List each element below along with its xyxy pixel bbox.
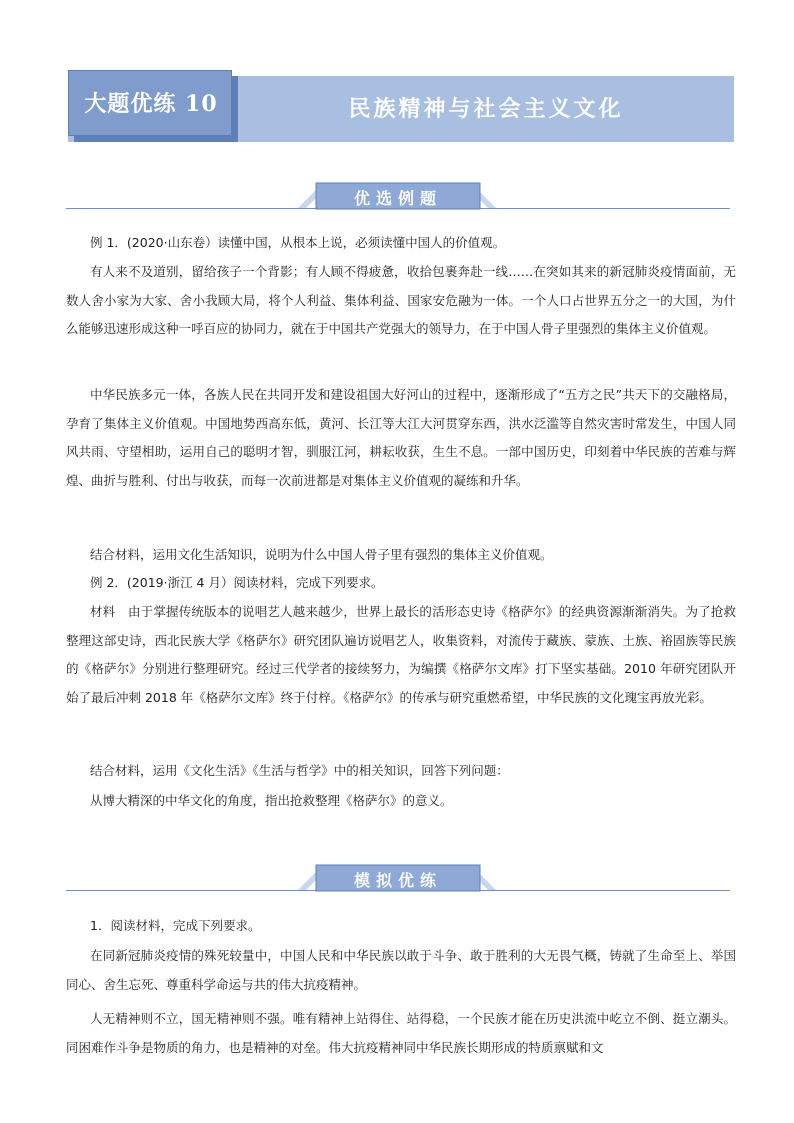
header-label-box [68,70,232,136]
header-banner [68,70,734,142]
section-heading: 模拟优练 [353,871,442,890]
example-2-task-2: 从博大精深的中华文化的角度，指出抢救整理《格萨尔》的意义。 [90,793,453,808]
practice-1-question: 1．阅读材料，完成下列要求。 [90,918,261,933]
example-1-task: 结合材料，运用文化生活知识，说明为什么中国人骨子里有强烈的集体主义价值观。 [90,547,553,562]
example-2-material: 材料 由于掌握传统版本的说唱艺人越来越少，世界上最长的活形态史诗《格萨尔》的经典资源渐渐消失。为了抢救整理这部史诗，西北民族大学《格萨尔》研究团队遍访说唱艺人，收集资料，对流传于藏族、蒙族、土族、裕固族等民族的《格萨尔》分别进行整理研究。经过三代学者的接续努力，为编撰《格萨尔文库》打下坚实基础。2010 年研究团队开始了最后冲刺 2018 年《格萨尔文库》终于付梓。《格萨尔》的传承与研究重燃希望，中华民族的文化瑰宝再放光彩。 [66,604,736,705]
example-1-question: 例 1．(2020·山东卷）读懂中国，从根本上说，必须读懂中国人的价值观。 [90,235,506,250]
section-selected-examples [66,178,730,220]
example-2-question: 例 2．(2019·浙江 4 月）阅读材料，完成下列要求。 [90,575,384,590]
example-1-paragraph-1: 有人来不及道别，留给孩子一个背影；有人顾不得疲惫，收拾包裹奔赴一线……在突如其来的新冠肺炎疫情面前，无数人舍小家为大家、舍小我顾大局，将个人利益、集体利益、国家安危融为一体。一个人口占世界五分之一的大国，为什么能够迅速形成这种一呼百应的协同力，就在于中国共产党强大的领导力，在于中国人骨子里强烈的集体主义价值观。 [66,264,736,336]
example-1-paragraph-2: 中华民族多元一体，各族人民在共同开发和建设祖国大好河山的过程中，逐渐形成了“五方之民”共天下的交融格局，孕育了集体主义价值观。中国地势西高东低，黄河、长江等大江大河贯穿东西，洪水泛滥等自然灾害时常发生，中国人同风共雨、守望相助，运用自己的聪明才智，驯服江河，耕耘收获，生生不息。一部中国历史，印刻着中华民族的苦难与辉煌、曲折与胜利、付出与收获，而每一次前进都是对集体主义价值观的凝练和升华。 [66,387,736,488]
section-heading: 优选例题 [353,189,442,208]
section-practice [66,860,730,902]
example-2-task-1: 结合材料，运用《文化生活》《生活与哲学》中的相关知识，回答下列问题： [90,763,509,778]
practice-1-paragraph-1: 在同新冠肺炎疫情的殊死较量中，中国人民和中华民族以敢于斗争、敢于胜利的大无畏气概，铸就了生命至上、举国同心、舍生忘死、尊重科学命运与共的伟大抗疫精神。 [66,948,736,992]
page-title: 民族精神与社会主义文化 [348,96,624,122]
practice-1-paragraph-2: 人无精神则不立，国无精神则不强。唯有精神上站得住、站得稳，一个民族才能在历史洪流中屹立不倒、挺立潮头。同困难作斗争是物质的角力，也是精神的对垒。伟大抗疫精神同中华民族长期形成的特质禀赋和文 [66,1011,736,1055]
header-label: 大题优练 10 [84,91,218,117]
